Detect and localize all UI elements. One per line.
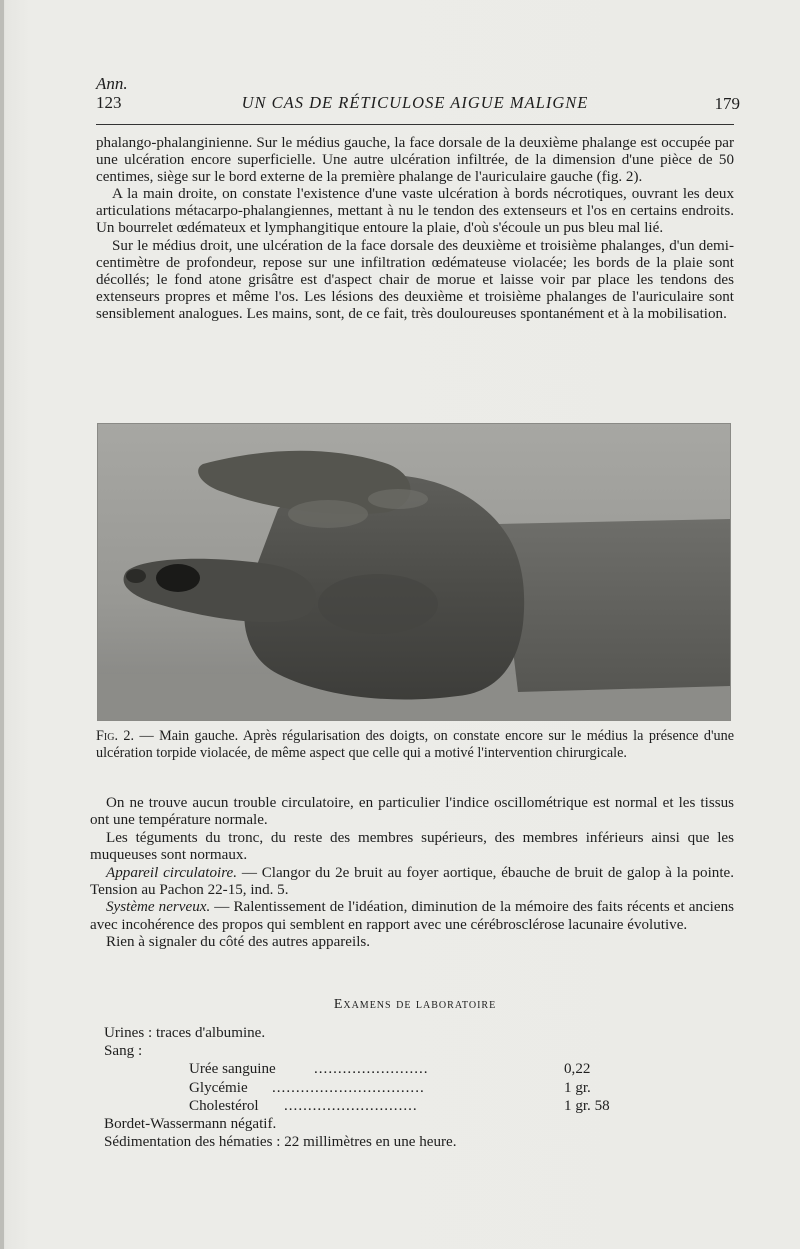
figure-label: Fig. 2.	[96, 728, 135, 744]
lab-leader-dots: ........................	[314, 1061, 429, 1078]
journal-abbrev: Ann.	[96, 74, 128, 93]
lab-sedimentation: Sédimentation des hématies : 22 millimètres en une heure.	[104, 1134, 457, 1151]
lab-section-heading: Examens de laboratoire	[333, 997, 497, 1012]
lab-row	[104, 1079, 744, 1097]
paragraph: Les téguments du tronc, du reste des membres supérieurs, des membres inférieurs ainsi que les muqueuses sont normaux.	[90, 829, 734, 864]
page-spine-shadow	[0, 0, 4, 1249]
lab-item-value: 1 gr.	[564, 1079, 591, 1096]
page-number: 179	[714, 94, 740, 113]
running-header-left	[96, 74, 128, 112]
lab-item-name: Urée sanguine	[189, 1061, 276, 1078]
lab-results	[104, 1024, 744, 1151]
paragraph: Système nerveux. — Ralentissement de l'idéation, diminution de la mémoire des faits récents et anciens avec incohérence des propos qui semblent en rapport avec une cérébrosclérose lacunaire évolutive.	[90, 899, 734, 933]
figure-hand-photograph	[97, 423, 731, 721]
lab-item-value: 0,22	[564, 1061, 591, 1078]
paragraph: A la main droite, on constate l'existence d'une vaste ulcération à bords nécrotiques, ouvrant les deux articulations métacarpo-phalangiennes, mettant à nu le tendon des extenseurs et l'os en certains endroits. Un bourrelet œdémateux et lymphangitique entoure la plaie, d'où s'écoule un pus bleu mal lié.	[96, 186, 734, 237]
body-text-top	[96, 135, 734, 323]
lab-row	[104, 1097, 744, 1115]
caption-text	[96, 728, 734, 761]
section-lead-nervous: Système nerveux.	[106, 899, 211, 916]
paragraph: On ne trouve aucun trouble circulatoire, en particulier l'indice oscillométrique est normal et les tissus ont une température normale.	[90, 795, 734, 829]
lab-item-name: Cholestérol	[189, 1097, 259, 1114]
lab-leader-dots: ............................	[284, 1097, 418, 1114]
lab-leader-dots: ................................	[272, 1079, 425, 1096]
lab-sang: Sang :	[104, 1043, 143, 1060]
hand-photo-illustration	[98, 424, 730, 720]
running-title: UN CAS DE RÉTICULOSE AIGUE MALIGNE	[241, 93, 589, 112]
section-lead-circulatory: Appareil circulatoire.	[106, 864, 237, 881]
figure-caption	[96, 728, 734, 761]
body-text-bottom	[90, 795, 734, 952]
paragraph: Sur le médius droit, une ulcération de la face dorsale des deuxième et troisième phalanges, d'un demi-centimètre de profondeur, repose sur une infiltration œdémateuse violacée; les bords de la plaie sont décollés; le fond atone grisâtre est d'aspect chair de morue et laisse voir par place les tendons des extenseurs propres et même l'os. Les lésions des deuxième et troisième phalanges de l'auriculaire sont sensiblement analogues. Les mains, sont, de ce fait, très douloureuses spontanément et à la mobilisation.	[96, 237, 734, 322]
paragraph: phalango-phalanginienne. Sur le médius gauche, la face dorsale de la deuxième phalange est occupée par une ulcération encore superficielle. Une autre ulcération infiltrée, de la dimension d'une pièce de 50 centimes, siège sur le bord externe de la première phalange de l'auriculaire gauche (fig. 2).	[96, 135, 734, 186]
paragraph: Rien à signaler du côté des autres appareils.	[106, 934, 371, 951]
lab-bordet: Bordet-Wassermann négatif.	[104, 1115, 277, 1132]
volume-number: 123	[96, 93, 122, 112]
caption-body: — Main gauche. Après régularisation des doigts, on constate encore sur le médius la présence d'une ulcération torpide violacée, de même aspect que celle qui a motivé l'intervention chirurgicale.	[96, 728, 735, 761]
lab-item-name: Glycémie	[189, 1079, 248, 1096]
lab-urines: Urines : traces d'albumine.	[104, 1025, 266, 1041]
header-rule	[96, 124, 734, 125]
lab-item-value: 1 gr. 58	[564, 1097, 610, 1114]
paragraph: Appareil circulatoire. — Clangor du 2e bruit au foyer aortique, ébauche de bruit de galop à la pointe. Tension au Pachon 22-15, ind. 5.	[90, 864, 735, 899]
lab-row	[104, 1060, 744, 1078]
